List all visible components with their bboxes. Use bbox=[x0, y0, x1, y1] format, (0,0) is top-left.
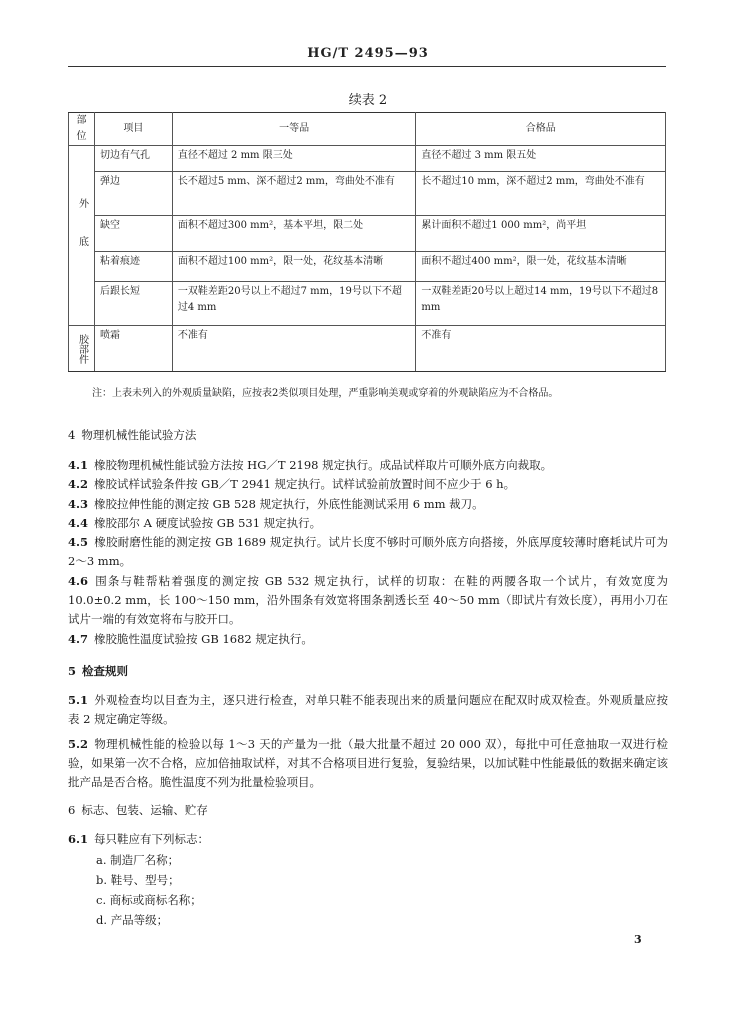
col-header-qualified: 合格品 bbox=[416, 113, 666, 146]
clause-4-1 bbox=[68, 456, 668, 475]
col-header-first-grade: 一等品 bbox=[172, 113, 416, 146]
quality-table bbox=[68, 112, 666, 372]
table-header-row bbox=[69, 113, 666, 146]
clause-text: 橡胶邵尔 A 硬度试验按 GB 531 规定执行。 bbox=[94, 516, 322, 530]
clause-number: 5.2 bbox=[68, 737, 89, 751]
clause-4-6 bbox=[68, 572, 668, 629]
item-cell: 缺空 bbox=[94, 216, 172, 252]
list-marker: b. bbox=[96, 873, 108, 887]
table-row bbox=[69, 282, 666, 326]
header-rule bbox=[68, 66, 666, 67]
clause-5-1 bbox=[68, 691, 668, 729]
first-grade-cell: 长不超过5 mm、深不超过2 mm，弯曲处不准有 bbox=[172, 172, 416, 216]
clause-text: 每只鞋应有下列标志： bbox=[94, 832, 210, 846]
table-note: 注：上表未列入的外观质量缺陷，应按表2类似项目处理，严重影响美观或穿着的外观缺陷应为不合格品。 bbox=[92, 388, 559, 399]
col-header-item: 项目 bbox=[94, 113, 172, 146]
first-grade-cell: 面积不超过100 mm²，限一处，花纹基本清晰 bbox=[172, 252, 416, 282]
first-grade-cell: 直径不超过 2 mm 限三处 bbox=[172, 146, 416, 172]
clause-6-1 bbox=[68, 830, 668, 849]
qualified-cell: 面积不超过400 mm²，限一处，花纹基本清晰 bbox=[416, 252, 666, 282]
section-number: 6 bbox=[68, 803, 76, 817]
clause-text: 外观检查均以目查为主，逐只进行检查，对单只鞋不能表现出来的质量问题应在配双时成双检查。外观质量应按表 2 规定确定等级。 bbox=[68, 693, 668, 726]
first-grade-cell: 不准有 bbox=[172, 326, 416, 372]
clause-number: 4.4 bbox=[68, 516, 89, 530]
clause-number: 4.5 bbox=[68, 535, 89, 549]
list-text: 制造厂名称； bbox=[110, 853, 180, 867]
standard-code: HG/T 2495—93 bbox=[307, 46, 429, 61]
clause-text: 围条与鞋帮粘着强度的测定按 GB 532 规定执行，试样的切取：在鞋的两腰各取一个试片，有效宽度为 10.0±0.2 mm，长 100～150 mm，沿外围条有效宽将围条割透长至 40～50 mm（即试片有效长度），再用小刀在试片一端的有效宽将布与胶开口。 bbox=[68, 574, 668, 626]
list-text: 鞋号、型号； bbox=[110, 873, 180, 887]
table-row bbox=[69, 216, 666, 252]
list-text: 产品等级； bbox=[110, 913, 169, 927]
col-header-part: 部位 bbox=[69, 113, 95, 146]
item-cell: 粘着痕迹 bbox=[94, 252, 172, 282]
list-item bbox=[96, 870, 180, 890]
table-row bbox=[69, 172, 666, 216]
table-row bbox=[69, 252, 666, 282]
section-heading-5 bbox=[68, 662, 668, 681]
clause-4-4 bbox=[68, 514, 668, 533]
qualified-cell: 累计面积不超过1 000 mm²，尚平坦 bbox=[416, 216, 666, 252]
clause-number: 4.7 bbox=[68, 632, 89, 646]
clause-number: 4.2 bbox=[68, 477, 89, 491]
clause-number: 4.1 bbox=[68, 458, 89, 472]
clause-4-5 bbox=[68, 533, 668, 571]
clause-number: 4.3 bbox=[68, 497, 89, 511]
clause-4-7 bbox=[68, 630, 668, 649]
list-marker: a. bbox=[96, 853, 107, 867]
clause-text: 橡胶物理机械性能试验方法按 HG／T 2198 规定执行。成品试样取片可顺外底方向裁取。 bbox=[94, 458, 553, 472]
qualified-cell: 不准有 bbox=[416, 326, 666, 372]
list-marker: c. bbox=[96, 893, 107, 907]
qualified-cell: 一双鞋差距20号以上超过14 mm，19号以下不超过8 mm bbox=[416, 282, 666, 326]
clause-5-2 bbox=[68, 735, 668, 792]
clause-text: 橡胶拉伸性能的测定按 GB 528 规定执行，外底性能测试采用 6 mm 裁刀。 bbox=[94, 497, 484, 511]
first-grade-cell: 面积不超过300 mm²，基本平坦，限二处 bbox=[172, 216, 416, 252]
clause-text: 橡胶耐磨性能的测定按 GB 1689 规定执行。试片长度不够时可顺外底方向搭接，外底厚度较薄时磨耗试片可为 2～3 mm。 bbox=[68, 535, 668, 568]
list-item bbox=[96, 890, 202, 910]
table-row bbox=[69, 326, 666, 372]
section-heading-4 bbox=[68, 426, 668, 445]
list-item bbox=[96, 850, 179, 870]
table-row bbox=[69, 146, 666, 172]
page-number: 3 bbox=[634, 933, 642, 946]
list-item bbox=[96, 910, 168, 930]
clause-text: 橡胶脆性温度试验按 GB 1682 规定执行。 bbox=[94, 632, 313, 646]
clause-text: 橡胶试样试验条件按 GB／T 2941 规定执行。试样试验前放置时间不应少于 6 h。 bbox=[94, 477, 516, 491]
item-cell: 后跟长短 bbox=[94, 282, 172, 326]
section-title: 物理机械性能试验方法 bbox=[81, 428, 197, 442]
qualified-cell: 直径不超过 3 mm 限五处 bbox=[416, 146, 666, 172]
qualified-cell: 长不超过10 mm，深不超过2 mm，弯曲处不准有 bbox=[416, 172, 666, 216]
table-caption: 续表 2 bbox=[348, 93, 388, 108]
section-number: 4 bbox=[68, 428, 76, 442]
section-heading-6 bbox=[68, 801, 668, 820]
list-text: 商标或商标名称； bbox=[109, 893, 202, 907]
item-cell: 喷霜 bbox=[94, 326, 172, 372]
section-title: 标志、包装、运输、贮存 bbox=[81, 803, 208, 817]
item-cell: 弹边 bbox=[94, 172, 172, 216]
part-cell-rubber-parts: 胶部件 bbox=[69, 326, 95, 372]
part-cell-outsole: 外底 bbox=[69, 146, 95, 326]
item-cell: 切边有气孔 bbox=[94, 146, 172, 172]
clause-text: 物理机械性能的检验以每 1～3 天的产量为一批（最大批量不超过 20 000 双），每批中可任意抽取一双进行检验，如果第一次不合格，应加倍抽取试样，对其不合格项目进行复验，复验结果，以加试鞋中性能最低的数据来确定该批产品是否合格。脆性温度不列为批量检验项目。 bbox=[68, 737, 668, 789]
list-marker: d. bbox=[96, 913, 108, 927]
section-title: 检查规则 bbox=[82, 664, 129, 678]
first-grade-cell: 一双鞋差距20号以上不超过7 mm，19号以下不超过4 mm bbox=[172, 282, 416, 326]
clause-4-3 bbox=[68, 495, 668, 514]
section-number: 5 bbox=[68, 664, 77, 678]
clause-number: 6.1 bbox=[68, 832, 89, 846]
clause-number: 5.1 bbox=[68, 693, 89, 707]
clause-number: 4.6 bbox=[68, 574, 89, 588]
clause-4-2 bbox=[68, 475, 668, 494]
